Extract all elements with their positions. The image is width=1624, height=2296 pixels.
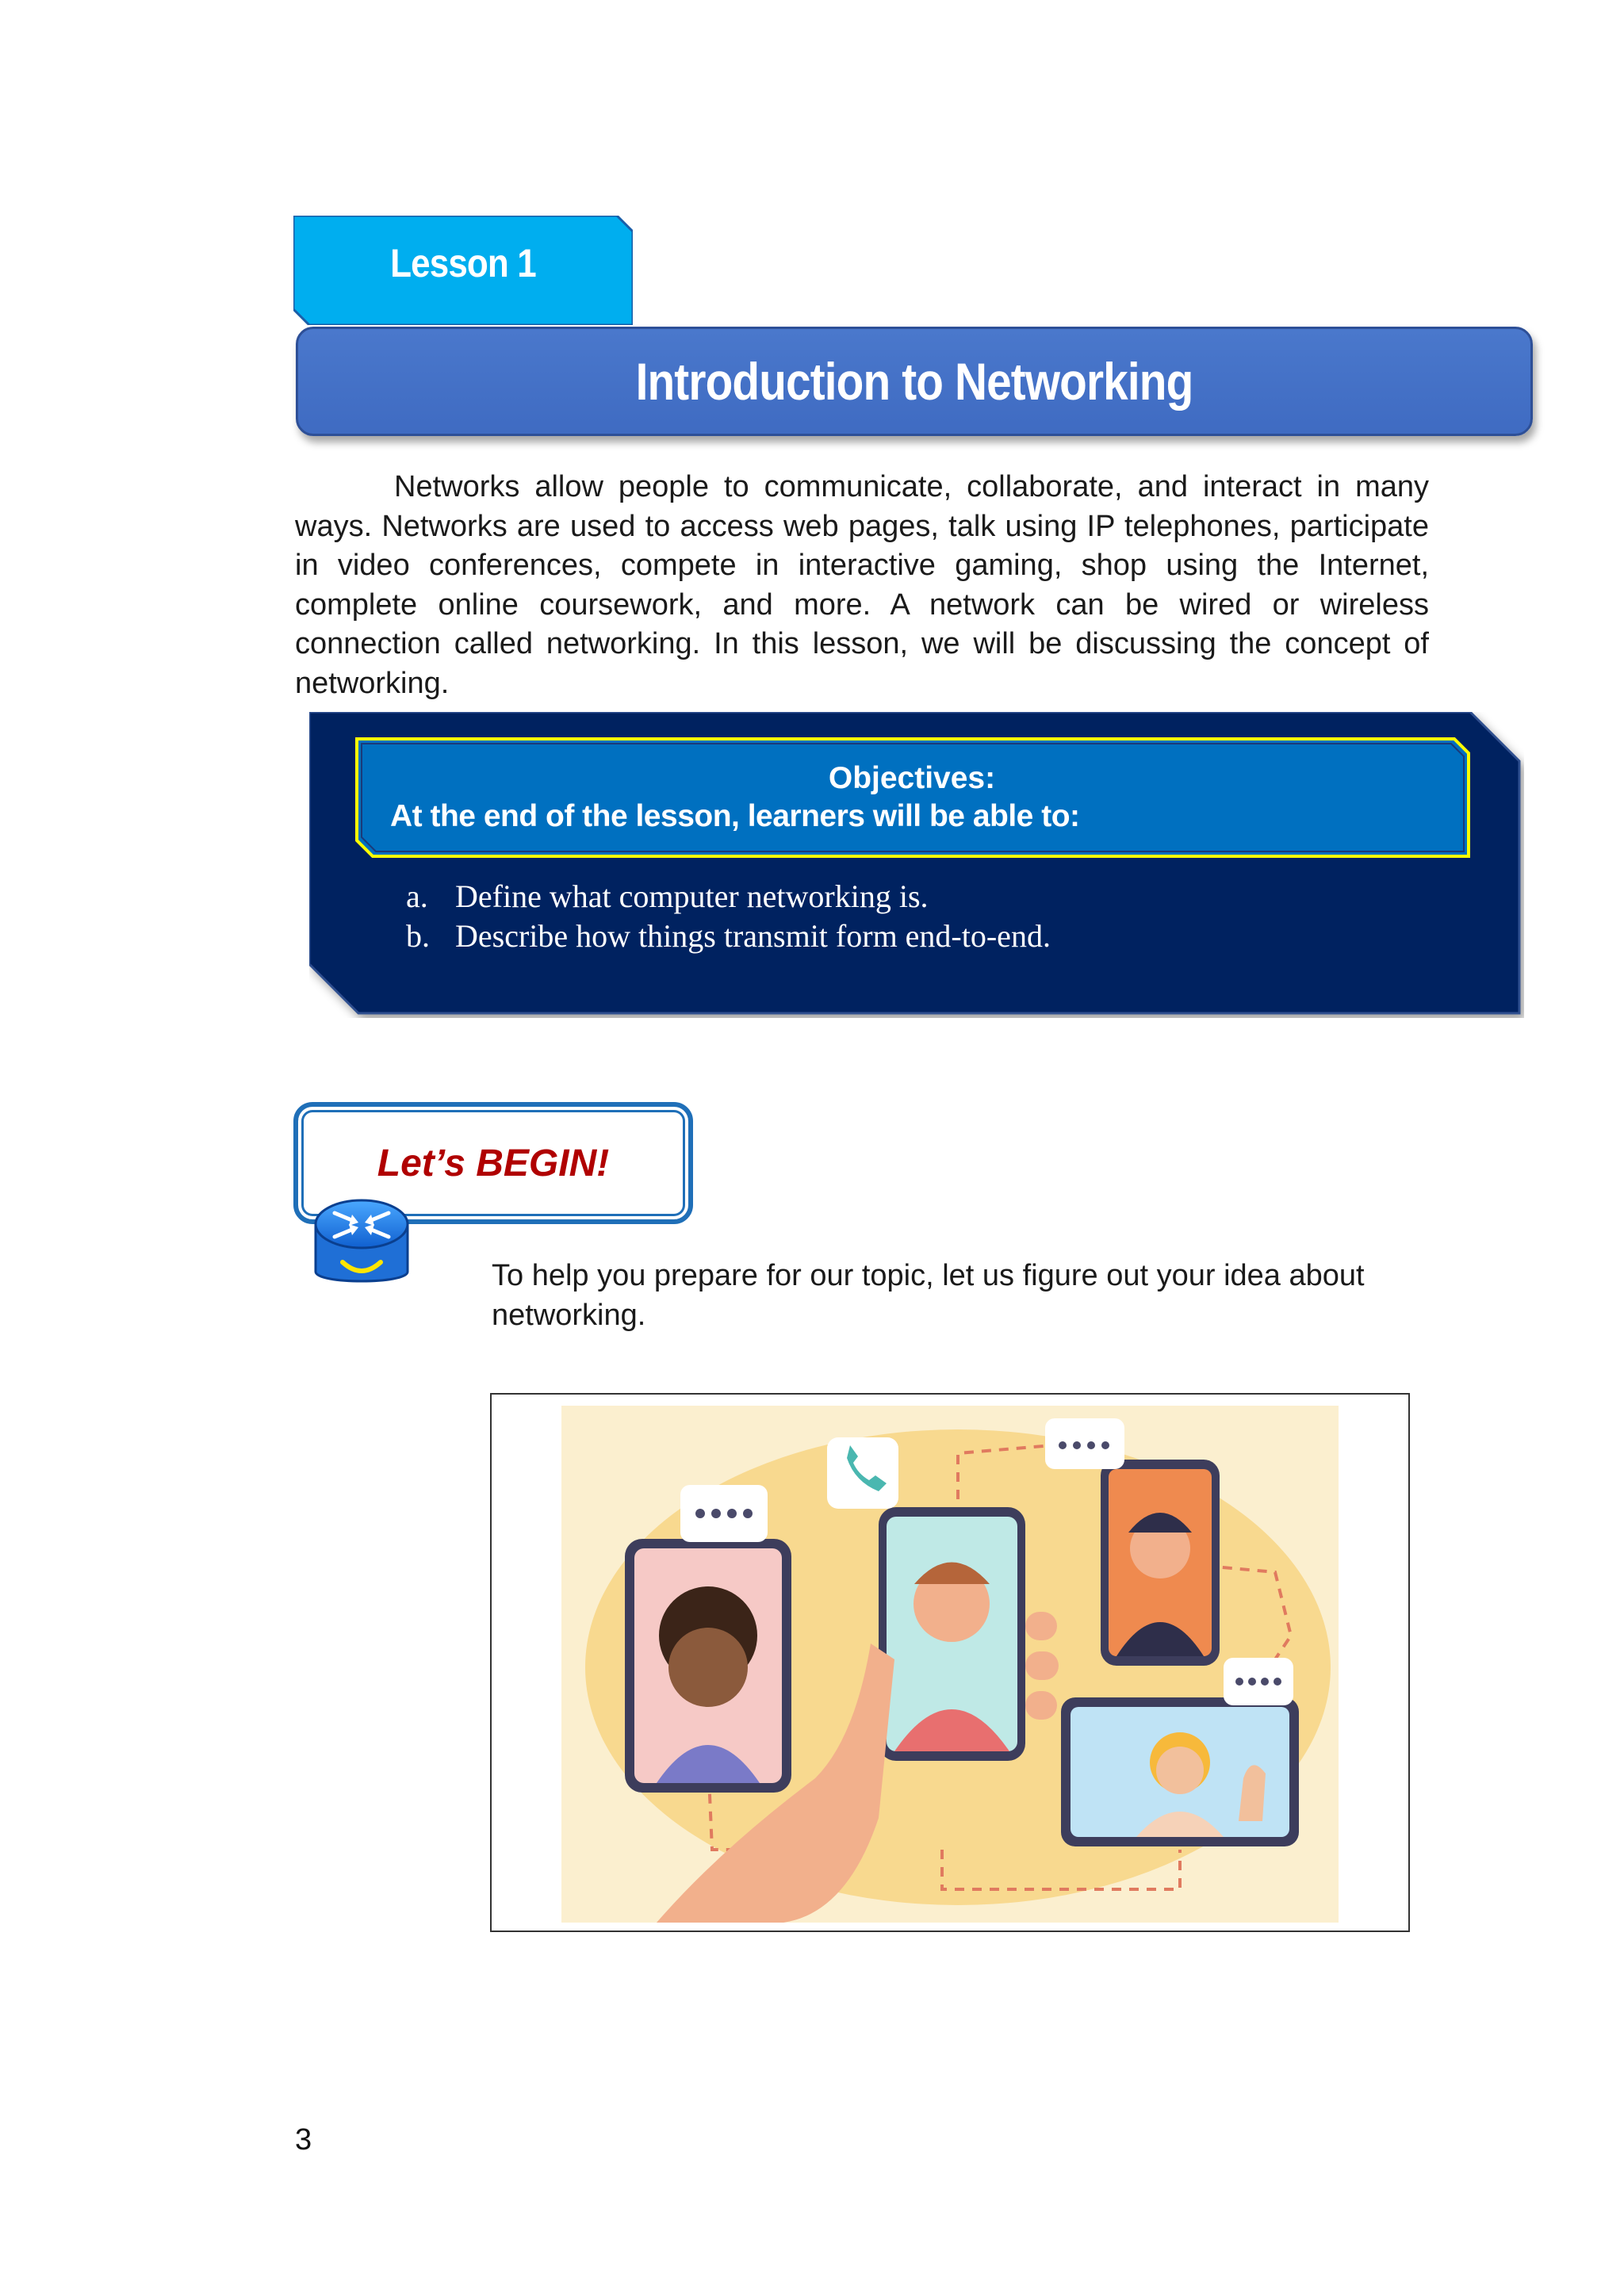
illustration-frame: [490, 1393, 1410, 1932]
objectives-heading: Objectives:: [828, 761, 996, 795]
list-marker: b.: [406, 918, 430, 954]
list-item-text: Define what computer networking is.: [455, 878, 929, 914]
lesson-title-bar: [296, 327, 1533, 436]
objectives-box: [309, 712, 1524, 1018]
objectives-subheading: At the end of the lesson, learners will be able to:: [390, 799, 1080, 833]
list-item: [406, 916, 1051, 956]
lets-begin-label: Let’s BEGIN!: [377, 1142, 610, 1184]
objectives-list: [406, 877, 1051, 956]
intro-paragraph: Networks allow people to communicate, collaborate, and interact in many ways. Networks are used to access web pages, talk using IP telephones, participate in video conferences, compete in interactive gaming, shop using the Internet, complete online coursework, and more. A network can be wired or wireless connection called networking. In this lesson, we will be discussing the concept of networking.: [295, 470, 1429, 700]
lesson-title: Introduction to Networking: [635, 352, 1193, 411]
list-marker: a.: [406, 878, 428, 914]
lesson-tab: [293, 216, 633, 325]
video-call-illustration: [561, 1406, 1339, 1923]
lesson-label: Lesson 1: [390, 241, 536, 285]
list-item-text: Describe how things transmit form end-to-end.: [455, 918, 1051, 954]
page-number: 3: [295, 2123, 312, 2156]
prep-text: To help you prepare for our topic, let us figure out your idea about networking.: [492, 1259, 1365, 1332]
list-item: [406, 877, 1051, 916]
router-icon: [311, 1196, 412, 1297]
